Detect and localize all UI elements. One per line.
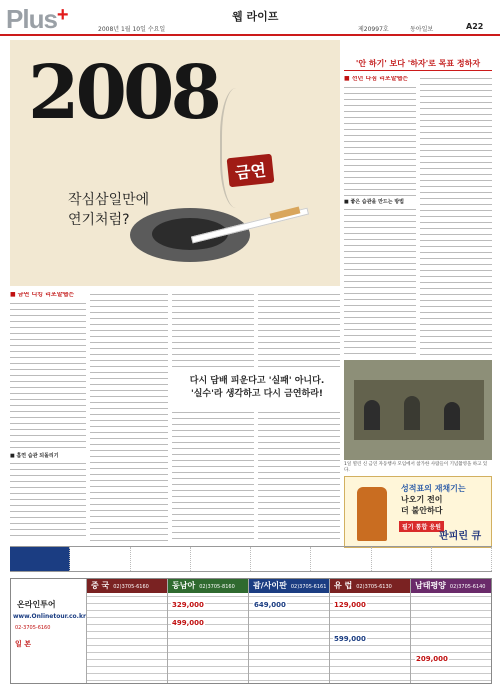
agency-url[interactable]: www.Onlinetour.co.kr	[13, 613, 86, 620]
sidebar-headline: '안 하기' 보다 '하자'로 목표 정하자	[355, 59, 481, 68]
price-label: 209,000	[416, 655, 448, 663]
article-column-5	[172, 410, 254, 542]
masthead	[0, 0, 500, 36]
page-number: A22	[466, 22, 484, 31]
travel-advertisement	[10, 578, 492, 684]
article-column-6	[258, 410, 340, 542]
sidebar-column-1	[344, 76, 416, 356]
newspaper-name: 동아일보	[410, 26, 434, 33]
price-label: 329,000	[172, 601, 204, 609]
article-column-4	[258, 292, 340, 372]
article-byline: ■ 금연 디킹 리포발웹은	[10, 292, 75, 298]
pull-quote: 다시 담배 피운다고 '실패' 아니다. '실수'라 생각하고 다시 금연하라!	[189, 376, 325, 399]
plus-logo: Plus+	[6, 4, 68, 34]
plus-mark-icon: +	[56, 4, 68, 26]
medicine-advertisement[interactable]	[344, 476, 492, 548]
destination-box-china[interactable]: 중 국 02)3705-6160	[87, 579, 168, 683]
agency-panel[interactable]	[11, 579, 87, 683]
strip-cell	[70, 547, 130, 571]
destination-box-europe[interactable]: 유 럽 02)3705-6130	[330, 579, 411, 683]
agency-name: 온라인투어	[17, 600, 56, 609]
price-label: 599,000	[334, 635, 366, 643]
article-subhead: ■ 흡연 습관 되돌리기	[10, 453, 59, 459]
strip-cell	[251, 547, 311, 571]
classified-strip	[10, 546, 492, 572]
hero-year: 2008	[28, 50, 218, 136]
article-column-1	[10, 292, 86, 542]
strip-cell	[191, 547, 251, 571]
article-column-3	[172, 292, 254, 372]
strip-cell	[311, 547, 371, 571]
strip-cell	[131, 547, 191, 571]
strip-cell	[10, 547, 70, 571]
section-title: 웹 라이프	[232, 10, 279, 23]
medicine-bottle-icon	[357, 487, 387, 541]
destination-box-guam[interactable]: 괌/사이판 02)3705-6161	[249, 579, 330, 683]
photo-caption: 1일 열린 신 금연 자동행사 모임에서 참가한 사람들이 기념촬영을 하고 있다.	[344, 462, 488, 473]
ad-badge: 필기 통합 응원	[399, 521, 444, 532]
price-label: 499,000	[172, 619, 204, 627]
issue-number: 제20997호	[358, 26, 389, 33]
price-label: 649,000	[254, 601, 286, 609]
ashtray-icon	[130, 208, 250, 262]
agency-phone: 02-3705-6160	[15, 625, 51, 631]
sidebar-subhead: ■ 좋은 습관을 만드는 방법	[344, 199, 404, 205]
sidebar-byline: ■ 선년 다짐 리포발웹은	[344, 76, 409, 82]
smoke-icon	[220, 88, 260, 208]
hero-illustration	[10, 40, 340, 286]
price-label: 129,000	[334, 601, 366, 609]
destination-box-southeast-asia[interactable]: 동남아 02)3705-8160	[168, 579, 249, 683]
ad-brand: 판피린 큐	[439, 531, 482, 542]
hero-headline: 작심삼일만에 연기처럼?	[68, 192, 150, 228]
strip-cell	[372, 547, 432, 571]
japan-label: 일 본	[15, 640, 31, 648]
ad-copy: 성적표의 재채기는 나오기 전이 더 불안하다	[401, 484, 466, 515]
issue-date: 2008년 1월 10일 수요일	[98, 26, 166, 33]
article-column-2	[90, 292, 168, 542]
no-smoking-badge: 금연	[227, 154, 275, 188]
strip-cell	[432, 547, 492, 571]
sidebar-divider	[344, 70, 492, 71]
news-photo	[344, 360, 492, 460]
destination-box-south-pacific[interactable]: 남태평양 02)3705-6140	[411, 579, 491, 683]
sidebar-column-2	[420, 76, 492, 356]
